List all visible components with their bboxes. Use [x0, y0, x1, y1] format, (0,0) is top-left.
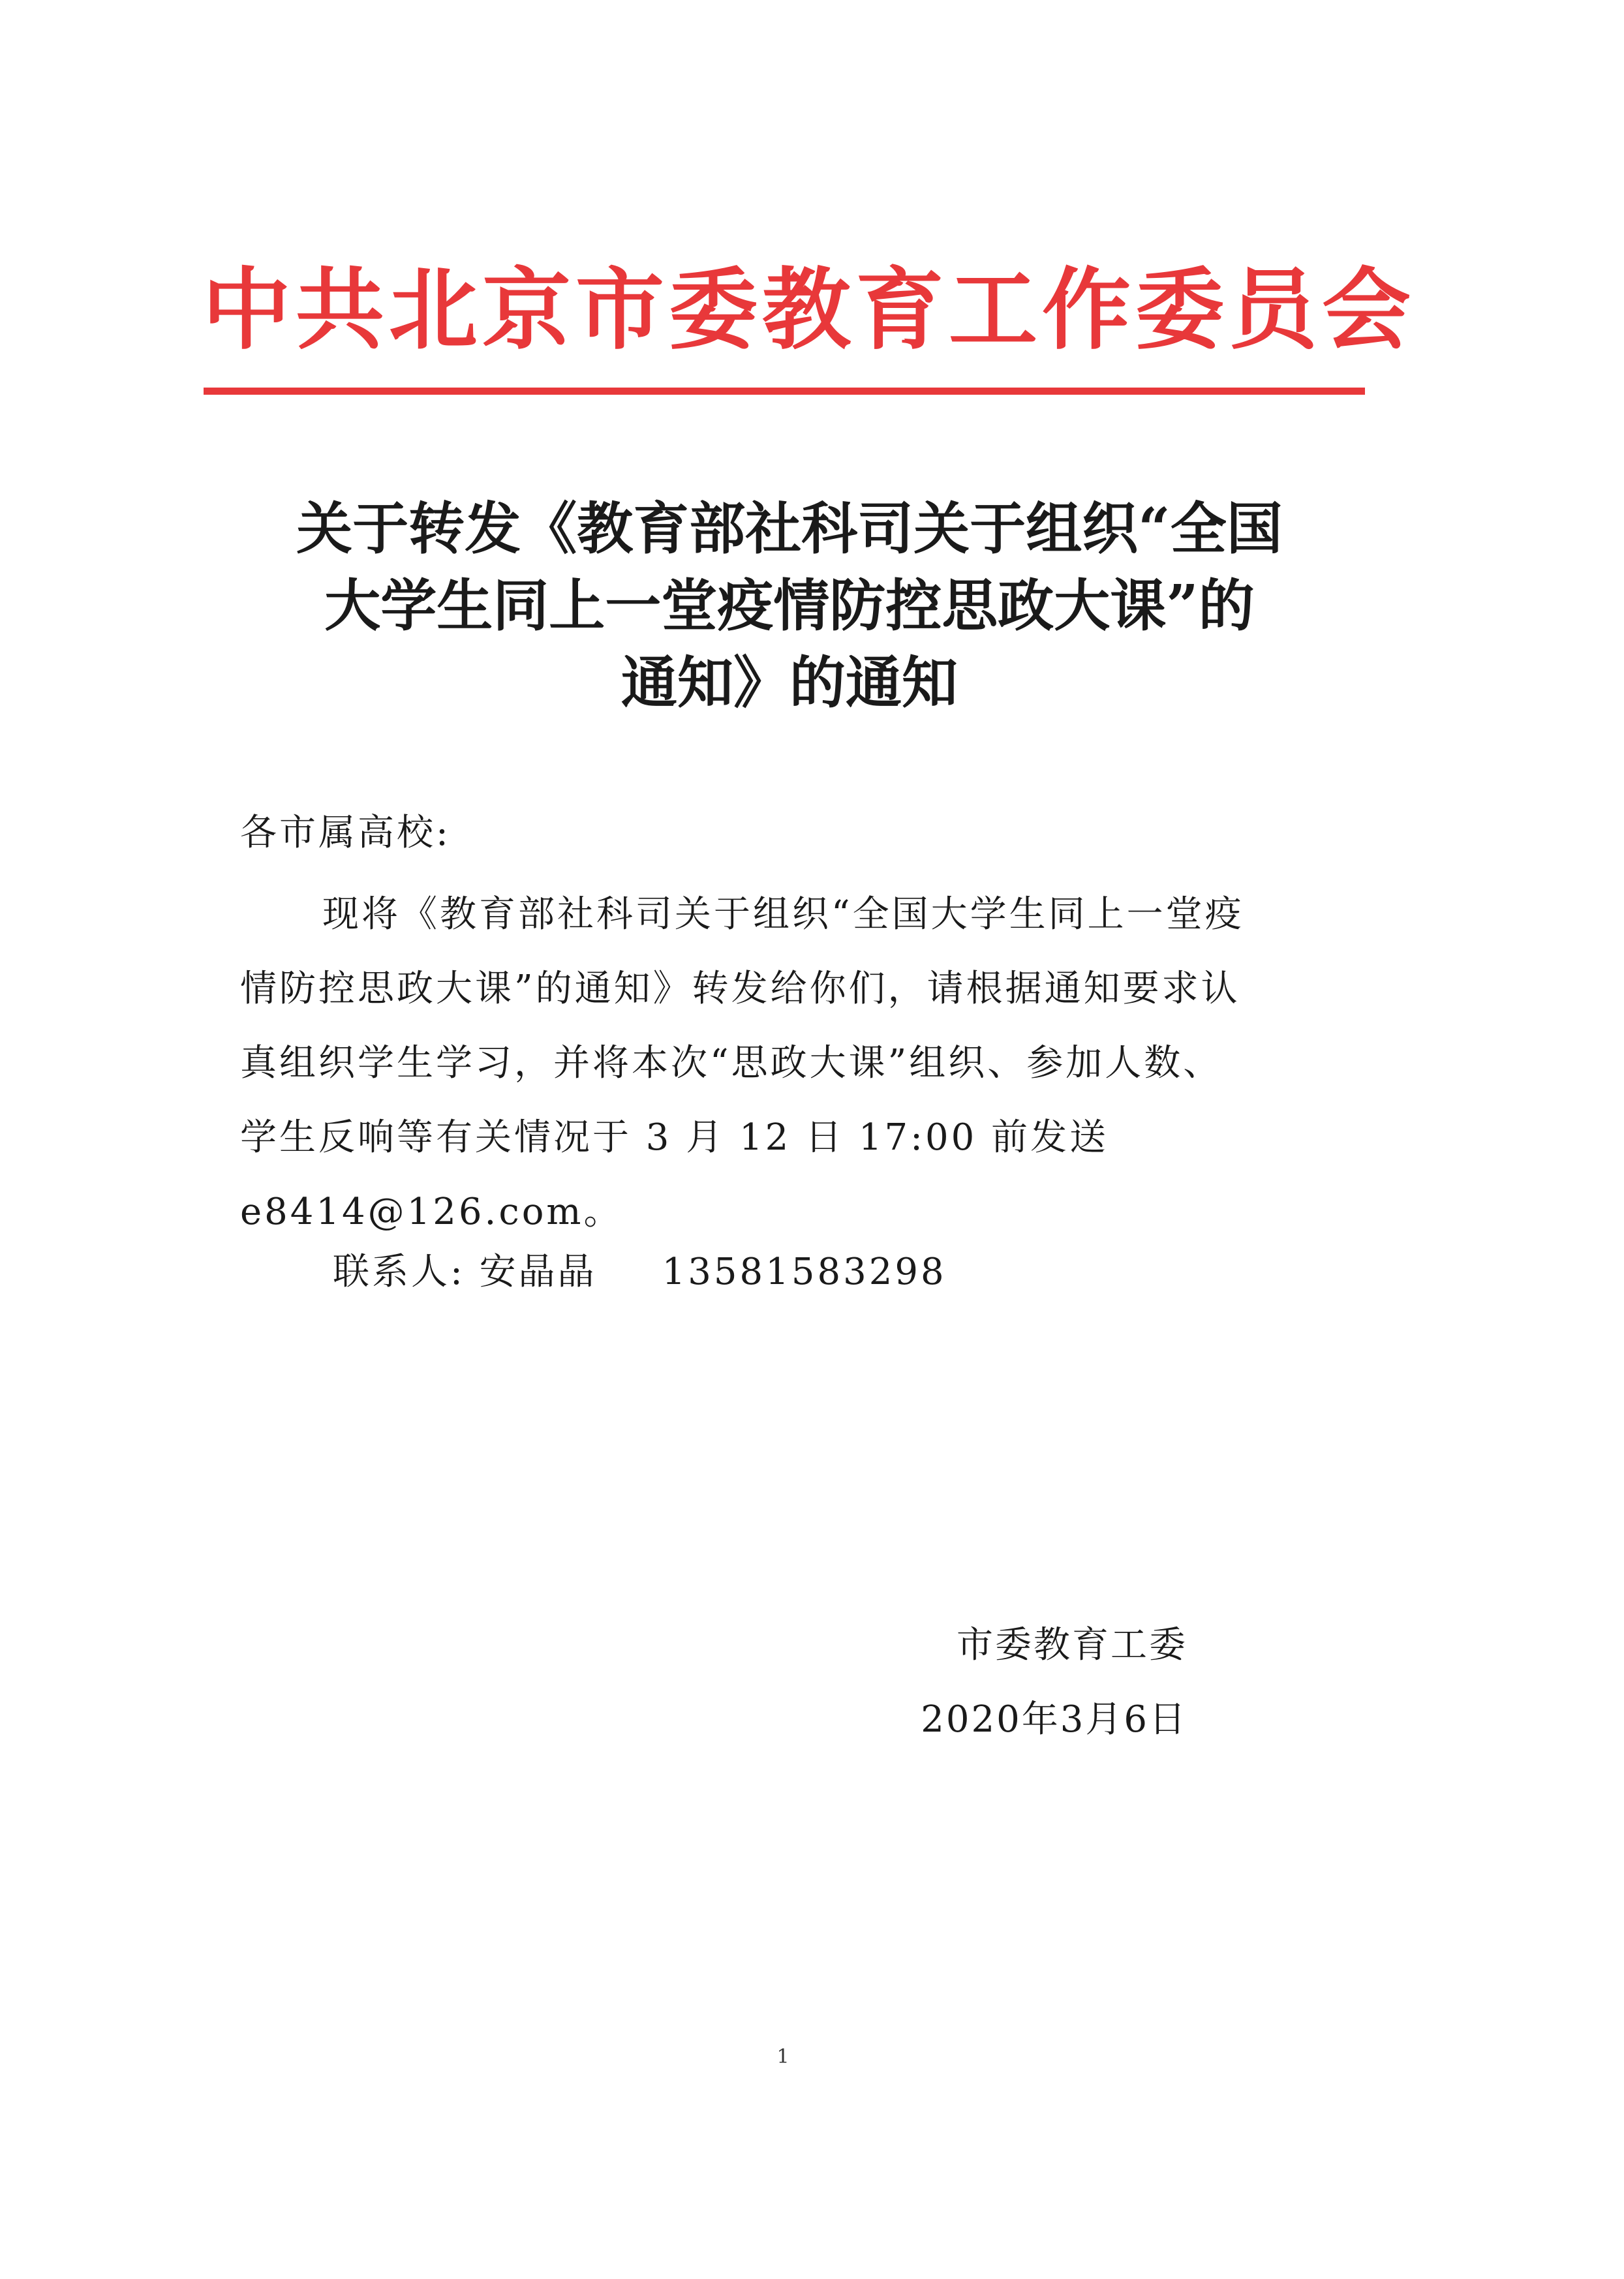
title-line-1: 关于转发《教育部社科司关于组织“全国 — [296, 496, 1283, 562]
salutation: 各市属高校: — [240, 812, 451, 854]
body-line-4: 学生反响等有关情况于 3 月 12 日 17:00 前发送 — [240, 1116, 1109, 1159]
document-title — [183, 491, 1396, 722]
signature-block — [861, 1608, 1187, 1757]
letterhead-org-name: 中共北京市委教育工作委员会 — [202, 259, 1415, 362]
body-paragraph — [240, 878, 1330, 1249]
signature-date: 2020年3月6日 — [921, 1698, 1187, 1741]
body-line-5-email: e8414@126.com。 — [240, 1191, 623, 1233]
contact-phone: 13581583298 — [662, 1251, 947, 1293]
body-line-2: 情防控思政大课”的通知》转发给你们，请根据通知要求认 — [240, 968, 1240, 1010]
contact-line — [333, 1243, 1246, 1295]
title-line-3: 通知》的通知 — [621, 650, 958, 716]
letterhead-red-rule — [204, 388, 1365, 395]
page-number: 1 — [776, 2045, 789, 2068]
title-line-2: 大学生同上一堂疫情防控思政大课”的 — [324, 573, 1255, 639]
signature-issuer: 市委教育工委 — [957, 1624, 1187, 1666]
body-line-1: 现将《教育部社科司关于组织“全国大学生同上一堂疫 — [322, 893, 1244, 936]
body-line-3: 真组织学生学习，并将本次“思政大课”组织、参加人数、 — [240, 1042, 1223, 1084]
contact-label: 联系人: 安晶晶 — [333, 1251, 597, 1293]
